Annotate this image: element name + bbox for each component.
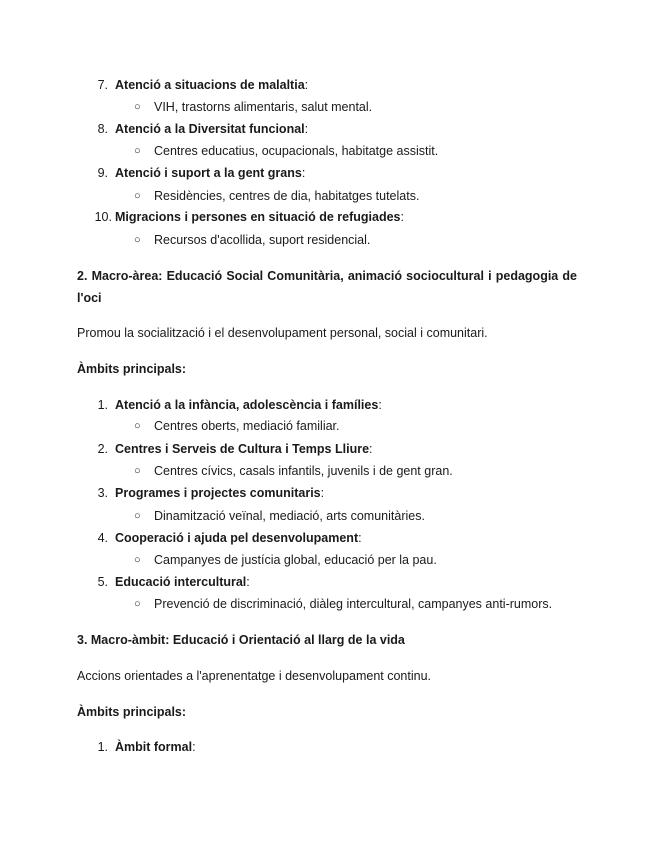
section-intro: Promou la socialització i el desenvolupament personal, social i comunitari. xyxy=(77,326,488,340)
list-item-number: 2. xyxy=(97,442,108,456)
colon: : xyxy=(320,486,325,500)
list-item xyxy=(115,121,308,137)
list-subitem: Prevenció de discriminació, diàleg intercultural, campanyes anti-rumors. xyxy=(154,597,553,611)
colon: : xyxy=(246,575,250,589)
list-item xyxy=(115,165,305,181)
list-item-number: 7. xyxy=(97,78,108,92)
bullet-icon: ○ xyxy=(134,598,141,610)
bullet-icon: ○ xyxy=(134,190,141,202)
list-subitem: Dinamització veïnal, mediació, arts comunitàries. xyxy=(154,509,425,523)
list-item-title: Atenció i suport a la gent grans xyxy=(115,166,302,180)
list-subitem: Recursos d'acollida, suport residencial. xyxy=(154,233,371,247)
list-item-title: Atenció a situacions de malaltia xyxy=(115,78,305,92)
colon: : xyxy=(301,166,306,180)
colon: : xyxy=(400,210,404,224)
list-item xyxy=(115,441,373,457)
list-item-title: Centres i Serveis de Cultura i Temps Lliure xyxy=(115,442,370,456)
colon: : xyxy=(304,78,309,92)
list-item-title: Migracions i persones en situació de refugiades xyxy=(115,210,401,224)
list-item xyxy=(115,397,382,413)
section-heading: 2. Macro-àrea: Educació Social Comunitària, animació sociocultural i pedagogia de l'oci xyxy=(77,269,577,305)
list-item-number: 3. xyxy=(97,486,108,500)
list-subitem: Campanyes de justícia global, educació per la pau. xyxy=(154,553,437,567)
list-item-title: Atenció a la infància, adolescència i famílies xyxy=(115,398,379,412)
list-item-number: 8. xyxy=(97,122,108,136)
colon: : xyxy=(378,398,382,412)
ambits-label: Àmbits principals: xyxy=(77,705,187,719)
list-subitem: VIH, trastorns alimentaris, salut mental. xyxy=(154,100,373,114)
colon: : xyxy=(369,442,373,456)
list-item xyxy=(115,530,362,546)
bullet-icon: ○ xyxy=(134,145,141,157)
bullet-icon: ○ xyxy=(134,510,141,522)
list-item-title: Educació intercultural xyxy=(115,575,247,589)
list-item-number: 1. xyxy=(97,398,108,412)
section-intro: Accions orientades a l'aprenentatge i desenvolupament continu. xyxy=(77,669,432,683)
list-item xyxy=(115,485,324,501)
bullet-icon: ○ xyxy=(134,554,141,566)
list-item-title: Àmbit formal xyxy=(115,740,193,754)
list-item-number: 4. xyxy=(97,531,108,545)
section-heading: 3. Macro-àmbit: Educació i Orientació al llarg de la vida xyxy=(77,633,405,647)
list-item-title: Programes i projectes comunitaris xyxy=(115,486,321,500)
colon: : xyxy=(304,122,309,136)
list-item-title: Cooperació i ajuda pel desenvolupament xyxy=(115,531,359,545)
list-subitem: Centres educatius, ocupacionals, habitatge assistit. xyxy=(154,144,439,158)
bullet-icon: ○ xyxy=(134,465,141,477)
bullet-icon: ○ xyxy=(134,101,141,113)
list-item-number: 9. xyxy=(97,166,108,180)
list-item-number: 10. xyxy=(94,210,112,224)
colon: : xyxy=(358,531,362,545)
list-subitem: Centres cívics, casals infantils, juvenils i de gent gran. xyxy=(154,464,453,478)
bullet-icon: ○ xyxy=(134,420,141,432)
list-item xyxy=(115,209,404,225)
list-item xyxy=(115,77,308,93)
list-subitem: Centres oberts, mediació familiar. xyxy=(154,419,340,433)
ambits-label: Àmbits principals: xyxy=(77,362,187,376)
list-item-number: 5. xyxy=(97,575,108,589)
list-item-number: 1. xyxy=(97,740,108,754)
colon: : xyxy=(192,740,196,754)
list-item-title: Atenció a la Diversitat funcional xyxy=(115,122,305,136)
list-subitem: Residències, centres de dia, habitatges tutelats. xyxy=(154,189,420,203)
bullet-icon: ○ xyxy=(134,234,141,246)
list-item xyxy=(115,739,196,755)
list-item xyxy=(115,574,250,590)
